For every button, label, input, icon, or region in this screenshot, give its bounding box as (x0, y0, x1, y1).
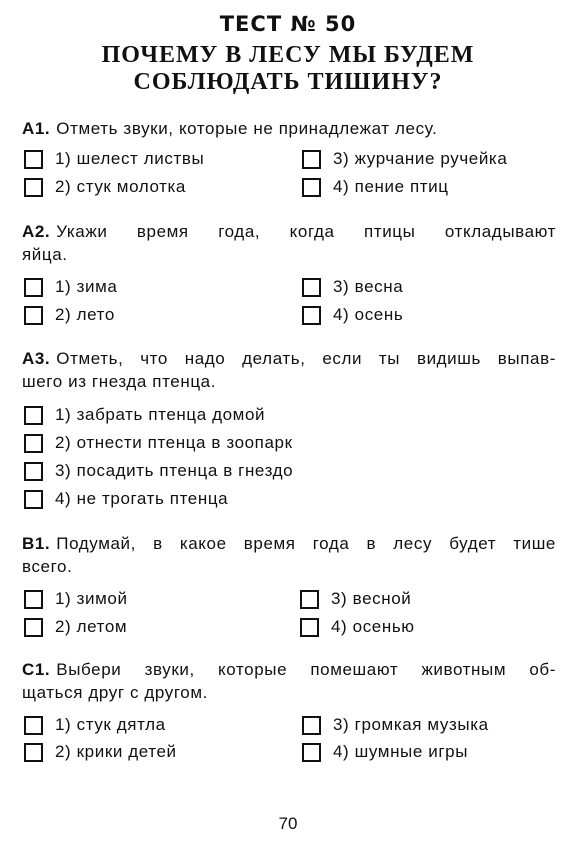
option-c1-2[interactable] (24, 741, 177, 763)
question-text-line-2: щаться друг с другом. (22, 683, 208, 702)
checkbox[interactable] (24, 278, 43, 297)
option-label: 3) весна (333, 277, 404, 296)
question-a1 (22, 117, 556, 140)
question-text-line-2: всего. (22, 557, 73, 576)
checkbox[interactable] (24, 178, 43, 197)
checkbox[interactable] (24, 150, 43, 169)
question-number: А1. (22, 119, 51, 138)
option-label: 1) стук дятла (55, 715, 166, 734)
checkbox[interactable] (302, 716, 321, 735)
option-c1-1[interactable] (24, 714, 166, 736)
option-label: 1) забрать птенца домой (55, 405, 266, 424)
option-label: 2) отнести птенца в зоопарк (55, 433, 293, 452)
question-number: А2. (22, 222, 51, 241)
checkbox[interactable] (24, 618, 43, 637)
test-number: ТЕСТ № 50 (219, 12, 357, 36)
checkbox[interactable] (24, 434, 43, 453)
question-text-line-1: Отметь, что надо делать, если ты видишь выпав- (56, 349, 556, 368)
checkbox[interactable] (24, 462, 43, 481)
option-b1-3[interactable] (300, 588, 411, 610)
option-a1-4[interactable] (302, 176, 449, 198)
checkbox[interactable] (300, 590, 319, 609)
option-b1-2[interactable] (24, 616, 127, 638)
checkbox[interactable] (24, 716, 43, 735)
checkbox[interactable] (302, 306, 321, 325)
option-a3-1[interactable] (24, 404, 265, 426)
question-text-line-1: Подумай, в какое время года в лесу будет тише (56, 534, 556, 553)
option-c1-4[interactable] (302, 741, 468, 763)
question-a3 (22, 347, 556, 393)
checkbox[interactable] (24, 406, 43, 425)
option-label: 4) осень (333, 305, 404, 324)
question-c1 (22, 658, 556, 704)
question-a2 (22, 220, 556, 266)
option-a3-2[interactable] (24, 432, 293, 454)
question-b1 (22, 532, 556, 578)
option-a2-3[interactable] (302, 276, 403, 298)
option-a2-4[interactable] (302, 304, 403, 326)
question-text-line-1: Укажи время года, когда птицы откладывают (56, 222, 556, 241)
option-label: 1) зимой (55, 589, 128, 608)
option-a3-4[interactable] (24, 488, 228, 510)
question-text-line-2: шего из гнезда птенца. (22, 372, 217, 391)
option-label: 3) журчание ручейка (333, 149, 508, 168)
option-b1-1[interactable] (24, 588, 128, 610)
question-number: В1. (22, 534, 51, 553)
option-a2-2[interactable] (24, 304, 115, 326)
question-text-line-2: яйца. (22, 245, 68, 264)
option-label: 3) посадить птенца в гнездо (55, 461, 294, 480)
option-label: 2) летом (55, 617, 128, 636)
option-a2-1[interactable] (24, 276, 117, 298)
checkbox[interactable] (300, 618, 319, 637)
checkbox[interactable] (24, 743, 43, 762)
option-a3-3[interactable] (24, 460, 293, 482)
option-b1-4[interactable] (300, 616, 415, 638)
question-text-line-1: Выбери звуки, которые помешают животным об- (56, 660, 556, 679)
checkbox[interactable] (24, 590, 43, 609)
question-number: С1. (22, 660, 51, 679)
option-label: 3) громкая музыка (333, 715, 489, 734)
option-label: 4) пение птиц (333, 177, 449, 196)
option-label: 2) стук молотка (55, 177, 186, 196)
option-label: 4) не трогать птенца (55, 489, 229, 508)
checkbox[interactable] (302, 278, 321, 297)
option-label: 4) осенью (331, 617, 415, 636)
option-label: 1) шелест листвы (55, 149, 205, 168)
checkbox[interactable] (302, 743, 321, 762)
checkbox[interactable] (24, 306, 43, 325)
title-line-1: ПОЧЕМУ В ЛЕСУ МЫ БУДЕМ (101, 42, 475, 68)
question-number: А3. (22, 349, 51, 368)
option-label: 2) лето (55, 305, 115, 324)
option-a1-2[interactable] (24, 176, 186, 198)
page-title (0, 42, 576, 96)
option-a1-3[interactable] (302, 148, 507, 170)
option-c1-3[interactable] (302, 714, 489, 736)
option-label: 1) зима (55, 277, 118, 296)
option-label: 4) шумные игры (333, 742, 469, 761)
page-number: 70 (278, 814, 298, 833)
title-line-2: СОБЛЮДАТЬ ТИШИНУ? (133, 69, 443, 95)
option-a1-1[interactable] (24, 148, 204, 170)
checkbox[interactable] (302, 178, 321, 197)
checkbox[interactable] (24, 490, 43, 509)
question-text: Отметь звуки, которые не принадлежат лесу. (56, 119, 438, 138)
option-label: 3) весной (331, 589, 412, 608)
checkbox[interactable] (302, 150, 321, 169)
option-label: 2) крики детей (55, 742, 177, 761)
